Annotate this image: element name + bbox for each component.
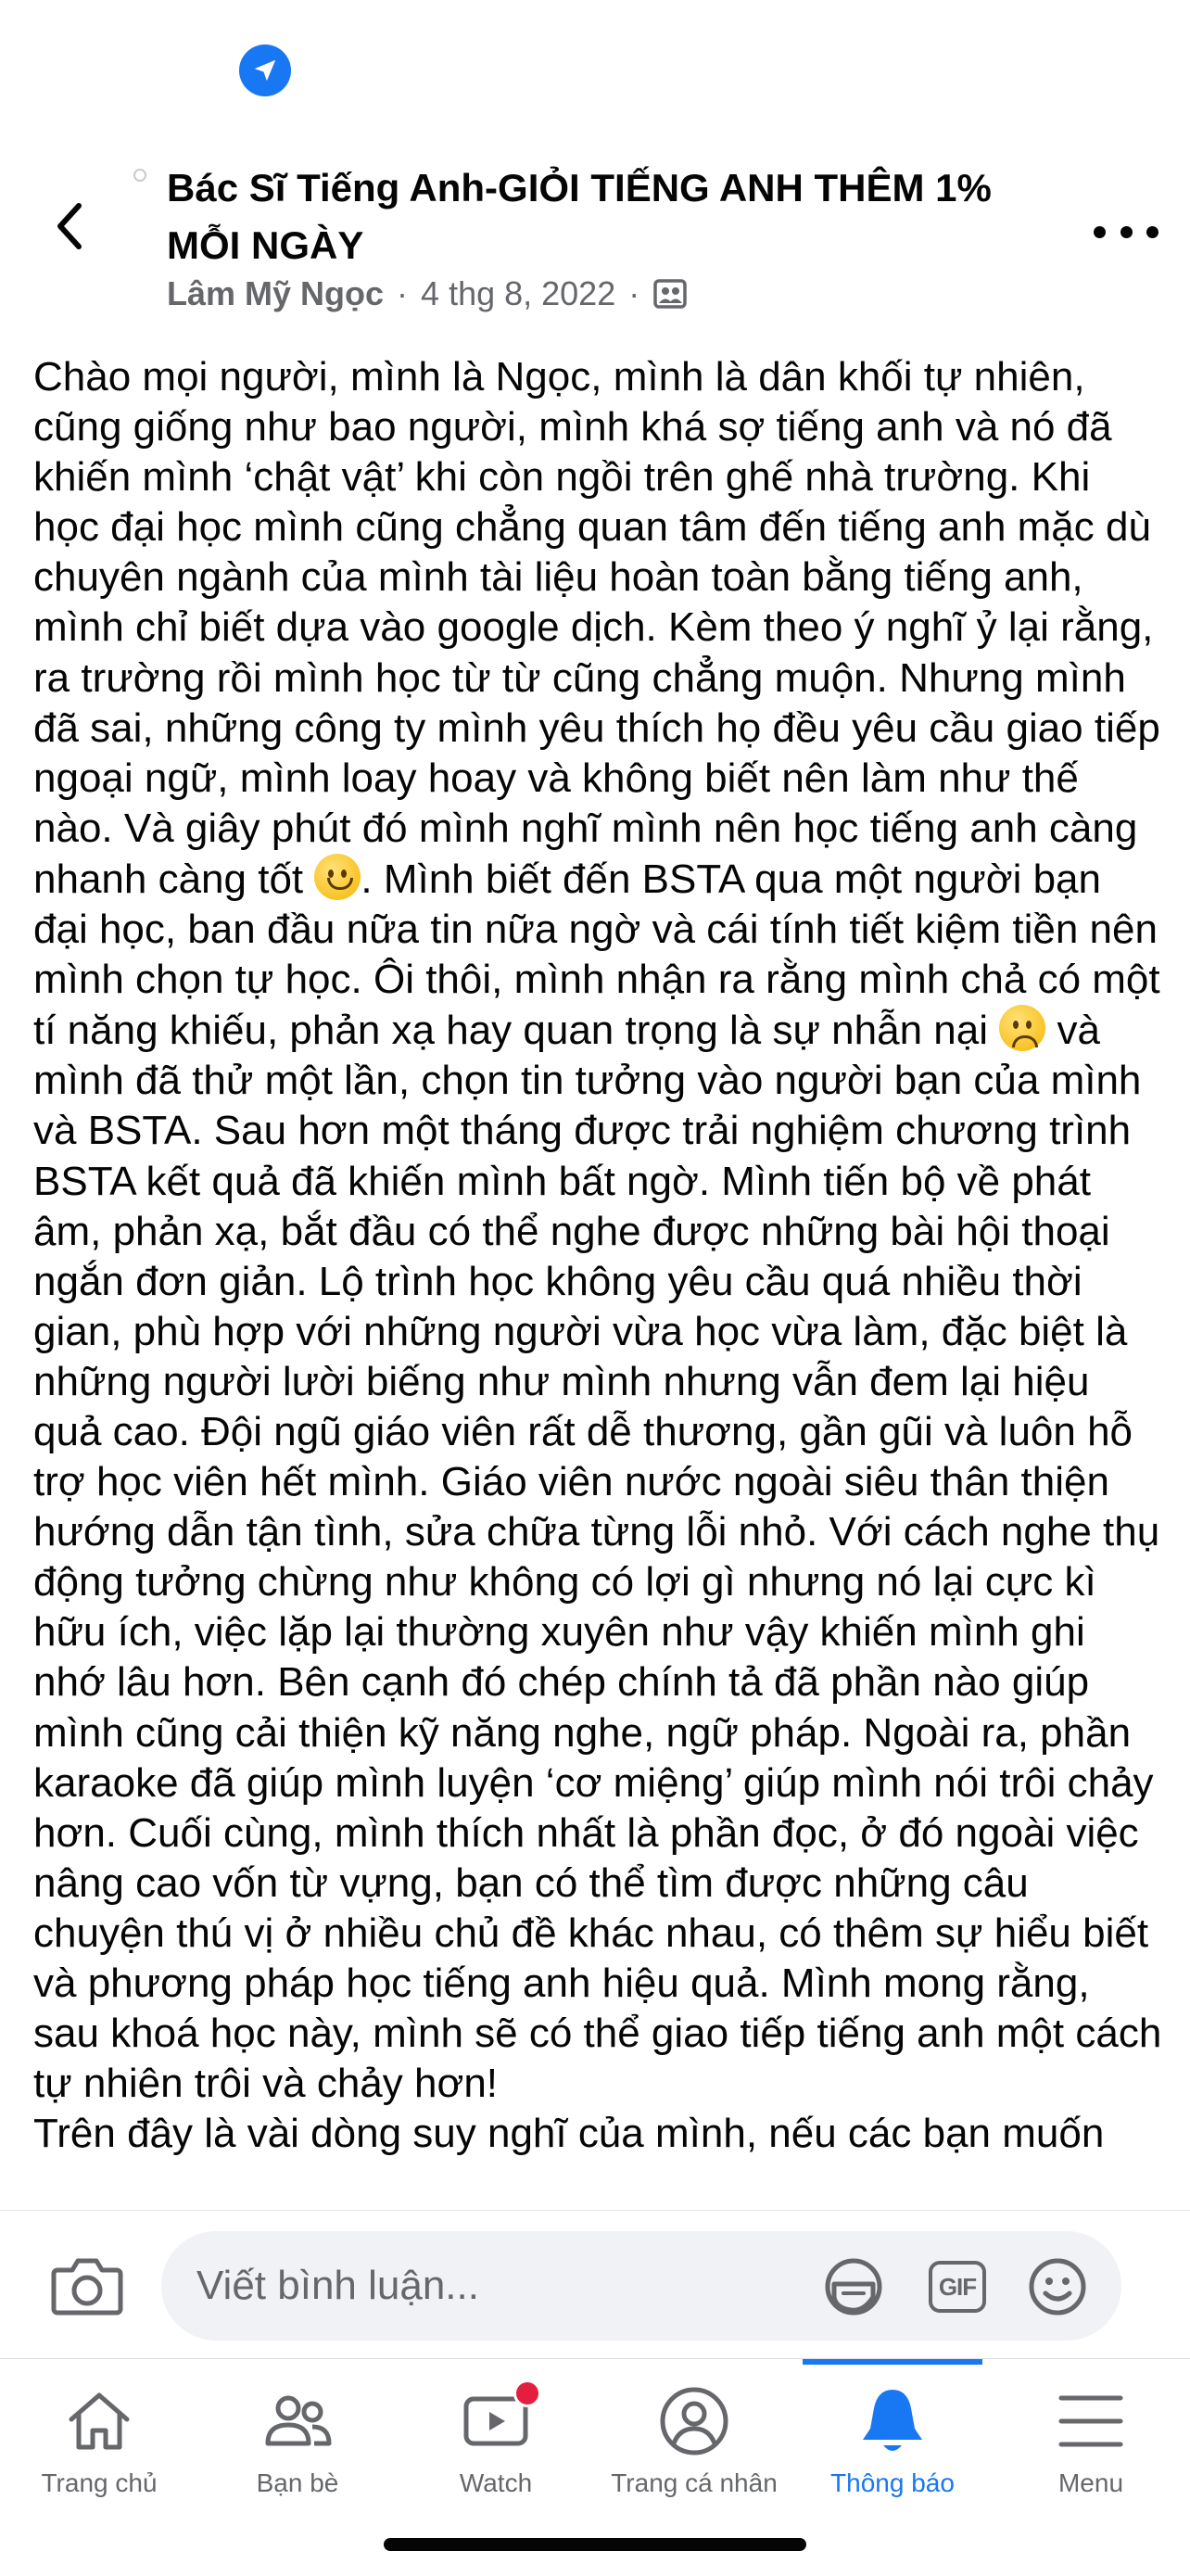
meta-separator: · [628, 274, 640, 312]
post-paragraph: Trên đây là vài dòng suy nghĩ của mình, nếu các bạn muốn [33, 2111, 1105, 2157]
back-button[interactable] [37, 189, 102, 263]
group-indicator-icon [133, 169, 146, 182]
more-options-button[interactable] [1094, 213, 1158, 250]
chevron-left-icon [51, 200, 88, 252]
tab-label: Watch [459, 2468, 533, 2497]
tab-friends[interactable] [198, 2359, 397, 2498]
post-text-segment: . Mình biết đến BSTA qua một người bạn đại học, ban đầu nữa tin nữa ngờ và cái tính tiết kiệm tiền nên mình chọn tự học. Ôi thôi, mình nhận ra rằng mình chả có một tí năng khiếu, phản xạ hay quan trọng là sự nhẫn nại [33, 856, 1160, 1054]
post-text [33, 352, 1164, 2201]
friends-icon [260, 2386, 335, 2456]
gif-icon: GIF [929, 2261, 986, 2313]
location-arrow-icon [239, 44, 291, 96]
home-icon [64, 2386, 134, 2456]
post-header [0, 148, 1190, 334]
camera-button[interactable] [50, 2253, 124, 2318]
author-name[interactable]: Lâm Mỹ Ngọc [167, 274, 385, 312]
more-dot-icon [1120, 226, 1133, 238]
disappointed-face-emoji-icon [999, 1005, 1045, 1051]
camera-icon [50, 2253, 124, 2318]
smiling-face-emoji-icon [314, 854, 361, 900]
more-dot-icon [1094, 226, 1106, 238]
post-text-segment: và mình đã thử một lần, chọn tin tưởng vào người bạn của mình và BSTA. Sau hơn một tháng được trải nghiệm chương trình BSTA kết quả đã khiến mình bất ngờ. Mình tiến bộ về phát âm, phản xạ, bắt đầu có thể nghe được những bài hội thoại ngắn đơn giản. Lộ trình học không yêu cầu quá nhiều thời gian, phù hợp với những người vừa học vừa làm, đặc biệt là những người lười biếng như mình nhưng vẫn đem lại hiệu quả cao. Đội ngũ giáo viên rất dễ thương, gần gũi và luôn hỗ trợ học viên hết mình. Giáo viên nước ngoài siêu thân thiện hướng dẫn tận tình, sửa chữa từng lỗi nhỏ. Với cách nghe thụ động tưởng chừng như không có lợi gì nhưng nó lại cực kì hữu ích, việc lặp lại thường xuyên như vậy khiến mình ghi nhớ lâu hơn. Bên cạnh đó chép chính tả đã phần nào giúp mình cũng cải thiện kỹ năng nghe, ngữ pháp. Ngoài ra, phần karaoke đã giúp mình luyện ‘cơ miệng’ giúp mình nói trôi chảy hơn. Cuối cùng, mình thích nhất là phần đọc, ở đó ngoài việc nâng cao vốn từ vựng, bạn có thể tìm được những câu chuyện thú vị ở nhiều chủ đề khác nhau, có thêm sự hiểu biết và phương pháp học tiếng anh hiệu quả. Mình mong rằng, sau khoá học này, mình sẽ có thể giao tiếp tiếng anh một cách tự nhiên trôi và chảy hơn! [33, 1008, 1162, 2107]
tab-watch[interactable] [397, 2359, 595, 2498]
gif-button[interactable] [925, 2259, 990, 2315]
tab-home[interactable] [0, 2359, 198, 2498]
bell-icon [857, 2384, 928, 2458]
emoji-button[interactable] [1025, 2259, 1090, 2315]
notification-badge-icon [513, 2379, 541, 2407]
profile-icon [657, 2384, 731, 2458]
comment-composer [0, 2210, 1190, 2359]
tab-label: Bạn bè [256, 2468, 339, 2497]
status-bar [0, 0, 1190, 130]
group-audience-icon [652, 277, 688, 311]
tab-label: Menu [1057, 2468, 1124, 2497]
post-text-segment: Chào mọi người, mình là Ngọc, mình là dân khối tự nhiên, cũng giống như bao người, mình khá sợ tiếng anh và nó đã khiến mình ‘chật vật’ khi còn ngồi trên ghế nhà trường. Khi học đại học mình cũng chẳng quan tâm đến tiếng anh mặc dù chuyên ngành của mình tài liệu hoàn toàn bằng tiếng anh, mình chỉ biết dựa vào google dịch. Kèm theo ý nghĩ ỷ lại rằng, ra trường rồi mình học từ từ cũng chẳng muộn. Nhưng mình đã sai, những công ty mình yêu thích họ đều yêu cầu giao tiếp ngoại ngữ, mình loay hoay và không biết nên làm như thế nào. Và giây phút đó mình nghĩ mình nên học tiếng anh càng nhanh càng tốt [33, 354, 1160, 902]
post-meta [167, 274, 688, 313]
group-title[interactable]: Bác Sĩ Tiếng Anh-GIỎI TIẾNG ANH THÊM 1% MỖI NGÀY [167, 166, 992, 267]
tab-profile[interactable] [595, 2359, 793, 2498]
tab-notifications[interactable] [793, 2359, 992, 2498]
tab-label: Trang cá nhân [611, 2468, 778, 2497]
tab-label: Trang chủ [41, 2468, 158, 2497]
tab-label: Thông báo [830, 2468, 955, 2497]
more-dot-icon [1146, 226, 1158, 238]
menu-icon [1056, 2389, 1126, 2454]
sticker-button[interactable] [821, 2259, 886, 2315]
sticker-icon [823, 2256, 884, 2317]
emoji-icon [1027, 2256, 1088, 2317]
post-paragraph [33, 352, 1164, 2109]
tab-menu[interactable] [992, 2359, 1190, 2498]
post-date[interactable]: 4 thg 8, 2022 [421, 274, 616, 312]
meta-separator: · [397, 274, 409, 312]
home-indicator[interactable] [384, 2538, 806, 2551]
